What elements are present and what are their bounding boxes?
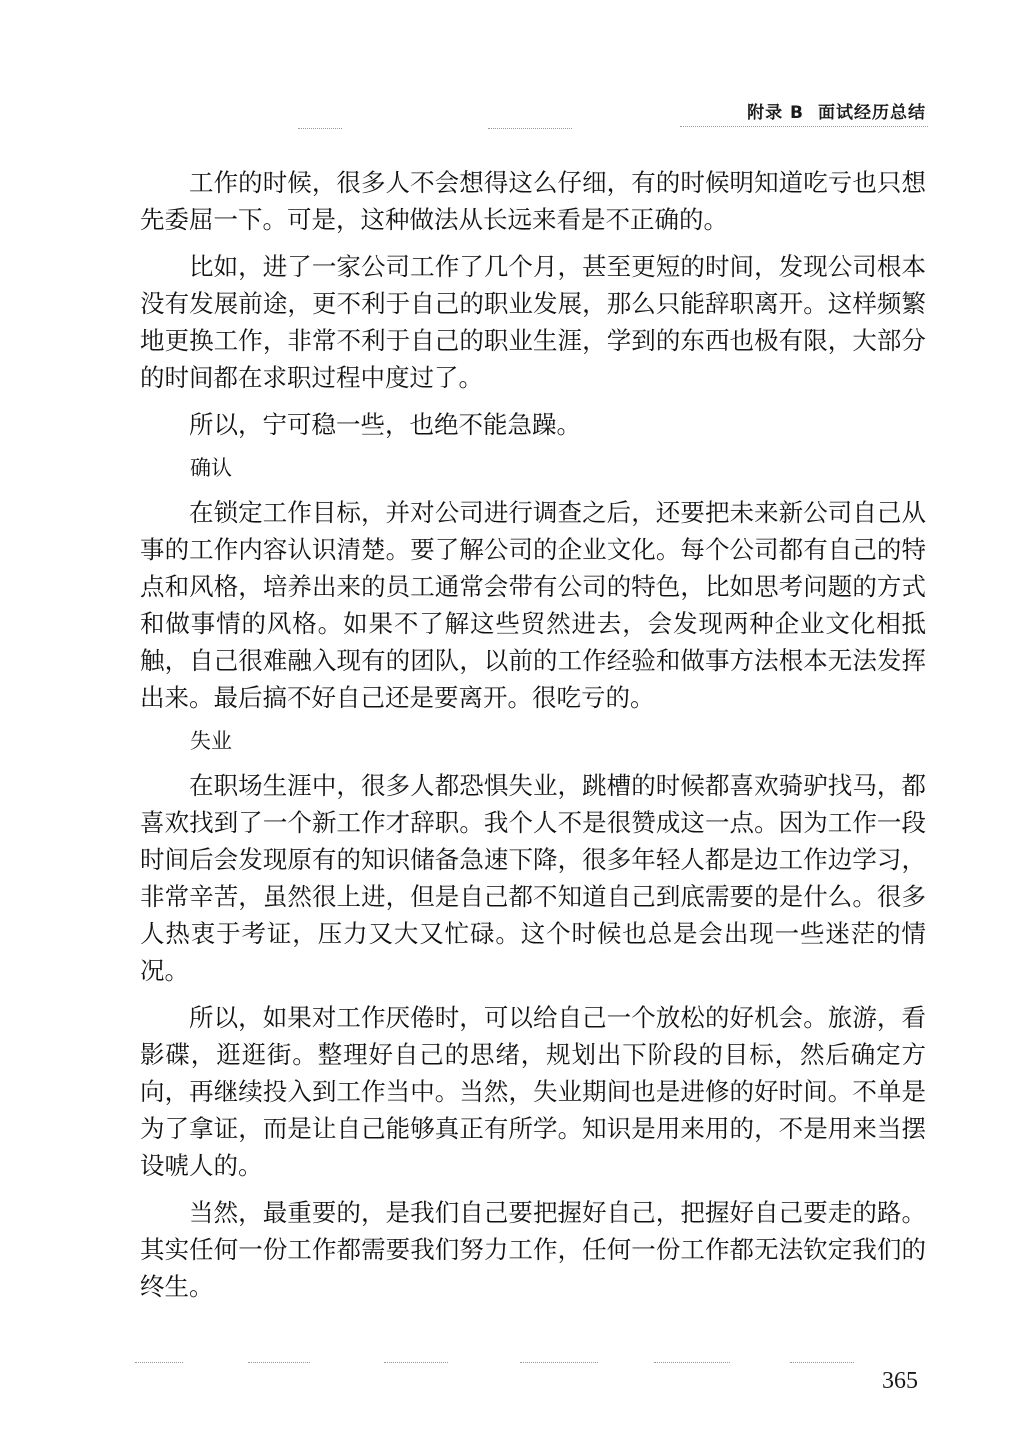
- footer-dot-rule: [248, 1362, 310, 1363]
- section-heading-unemployment: 失业: [190, 729, 232, 753]
- footer-dot-rule: [384, 1362, 448, 1363]
- header-dot-rule: [680, 126, 928, 127]
- header-dot-rule: [298, 128, 342, 129]
- running-header: [747, 98, 926, 123]
- page-number: 365: [882, 1368, 918, 1394]
- body-paragraph: 当然，最重要的，是我们自己要把握好自己，把握好自己要走的路。其实任何一份工作都需要我们努力工作，任何一份工作都无法钦定我们的终生。: [140, 1198, 926, 1301]
- footer-dot-rule: [135, 1362, 183, 1363]
- body-paragraph: 所以，如果对工作厌倦时，可以给自己一个放松的好机会。旅游，看影碟，逛逛街。整理好自己的思绪，规划出下阶段的目标，然后确定方向，再继续投入到工作当中。当然，失业期间也是进修的好时间。不单是为了拿证，而是让自己能够真正有所学。知识是用来用的，不是用来当摆设唬人的。: [140, 1003, 926, 1180]
- body-paragraph: 比如，进了一家公司工作了几个月，甚至更短的时间，发现公司根本没有发展前途，更不利于自己的职业发展，那么只能辞职离开。这样频繁地更换工作，非常不利于自己的职业生涯，学到的东西也极有限，大部分的时间都在求职过程中度过了。: [140, 252, 926, 392]
- page-body: [140, 164, 926, 1315]
- footer-dot-rule: [654, 1362, 730, 1363]
- chapter-title: 面试经历总结: [818, 103, 926, 123]
- section-heading-confirm: 确认: [190, 456, 232, 480]
- appendix-label: 附录 B: [747, 103, 804, 123]
- body-paragraph: 工作的时候，很多人不会想得这么仔细，有的时候明知道吃亏也只想先委屈一下。可是，这种做法从长远来看是不正确的。: [140, 168, 926, 234]
- header-dot-rule: [488, 128, 572, 129]
- body-paragraph: 在职场生涯中，很多人都恐惧失业，跳槽的时候都喜欢骑驴找马，都喜欢找到了一个新工作才辞职。我个人不是很赞成这一点。因为工作一段时间后会发现原有的知识储备急速下降，很多年轻人都是边工作边学习，非常辛苦，虽然很上进，但是自己都不知道自己到底需要的是什么。很多人热衷于考证，压力又大又忙碌。这个时候也总是会出现一些迷茫的情况。: [140, 771, 926, 985]
- footer-dot-rule: [520, 1362, 598, 1363]
- body-paragraph: 所以，宁可稳一些，也绝不能急躁。: [189, 410, 581, 439]
- body-paragraph: 在锁定工作目标，并对公司进行调查之后，还要把未来新公司自己从事的工作内容认识清楚。要了解公司的企业文化。每个公司都有自己的特点和风格，培养出来的员工通常会带有公司的特色，比如思考问题的方式和做事情的风格。如果不了解这些贸然进去，会发现两种企业文化相抵触，自己很难融入现有的团队，以前的工作经验和做事方法根本无法发挥出来。最后搞不好自己还是要离开。很吃亏的。: [140, 498, 926, 712]
- footer-dot-rule: [790, 1362, 854, 1363]
